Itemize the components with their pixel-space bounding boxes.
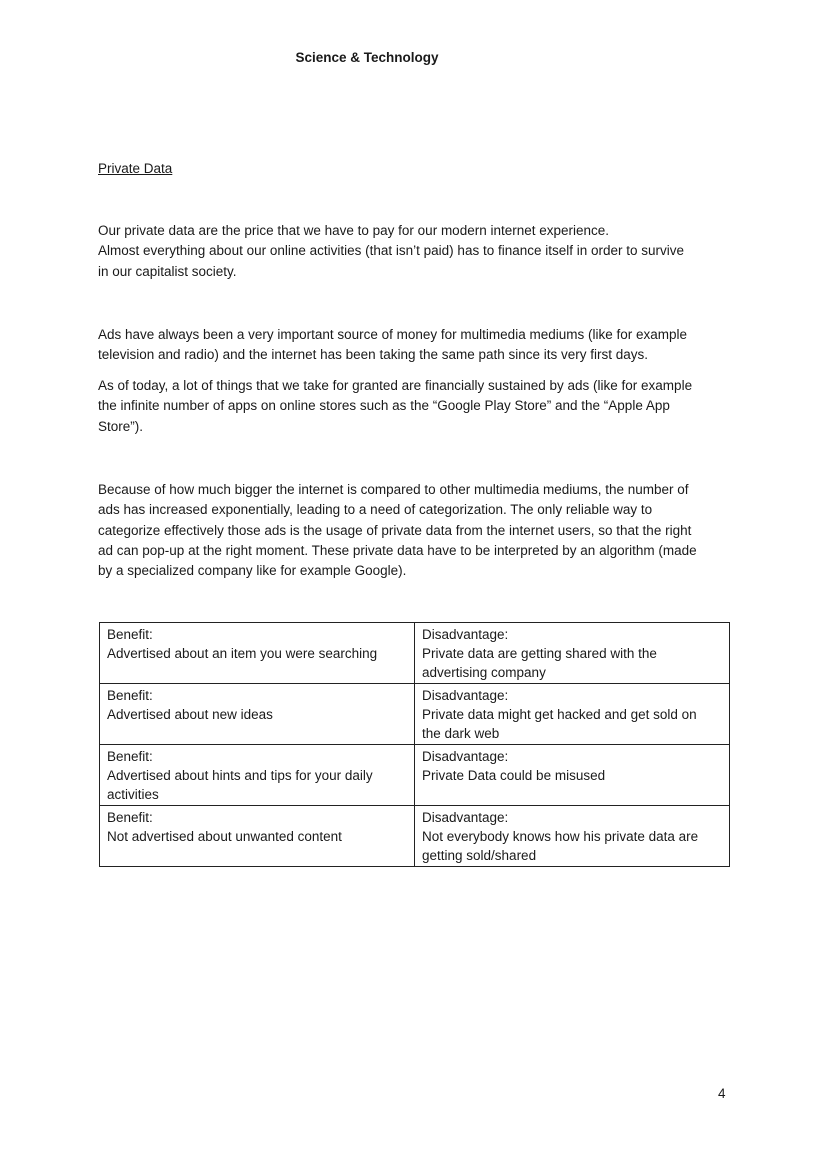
- benefit-cell: [100, 745, 415, 806]
- benefit-cell: [100, 623, 415, 684]
- paragraph-line: categorize effectively those ads is the usage of private data from the internet users, so that the right: [98, 522, 692, 538]
- table-row: [100, 623, 730, 684]
- paragraph-line: ad can pop-up at the right moment. These private data have to be interpreted by an algorithm (made: [98, 542, 697, 558]
- benefit-text: Advertised about new ideas: [107, 707, 273, 722]
- disadvantage-text: Private data might get hacked and get sold on: [422, 707, 697, 722]
- disadvantage-text: the dark web: [422, 726, 500, 741]
- paragraph-line: in our capitalist society.: [98, 263, 237, 279]
- benefit-cell: [100, 684, 415, 745]
- paragraph-line: As of today, a lot of things that we take for granted are financially sustained by ads (like for example: [98, 378, 693, 393]
- disadvantage-text: Private Data could be misused: [422, 768, 606, 783]
- paragraph-ads-today: [98, 376, 738, 437]
- paragraph-line: television and radio) and the internet has been taking the same path since its very first days.: [98, 347, 649, 363]
- benefit-label: Benefit:: [107, 810, 153, 825]
- disadvantage-label: Disadvantage:: [422, 627, 509, 642]
- benefits-disadvantages-table: [99, 622, 730, 867]
- table-row: [100, 684, 730, 745]
- disadvantage-cell: [415, 623, 730, 684]
- paragraph-line: Our private data are the price that we have to pay for our modern internet experience.: [98, 223, 610, 238]
- disadvantage-cell: [415, 684, 730, 745]
- disadvantage-text: Not everybody knows how his private data are: [422, 829, 699, 844]
- benefit-text: Advertised about an item you were searching: [107, 646, 378, 661]
- benefit-label: Benefit:: [107, 627, 153, 642]
- disadvantage-text: getting sold/shared: [422, 848, 537, 863]
- paragraph-ads-history: [98, 325, 738, 366]
- paragraph-categorization: [98, 480, 738, 581]
- benefit-text: activities: [107, 787, 159, 802]
- paragraph-line: the infinite number of apps on online stores such as the “Google Play Store” and the “Apple App: [98, 398, 670, 414]
- benefit-label: Benefit:: [107, 688, 153, 703]
- disadvantage-label: Disadvantage:: [422, 688, 509, 703]
- disadvantage-text: Private data are getting shared with the: [422, 646, 657, 661]
- paragraph-line: Almost everything about our online activities (that isn’t paid) has to finance itself in order to survive: [98, 243, 685, 259]
- disadvantage-cell: [415, 745, 730, 806]
- disadvantage-text: advertising company: [422, 665, 546, 680]
- table-row: [100, 745, 730, 806]
- benefit-text: Advertised about hints and tips for your daily: [107, 768, 373, 783]
- section-title: Private Data: [98, 161, 173, 176]
- paragraph-line: by a specialized company like for example Google).: [98, 563, 407, 579]
- paragraph-line: Ads have always been a very important source of money for multimedia mediums (like for example: [98, 327, 688, 342]
- benefit-cell: [100, 806, 415, 867]
- paragraph-line: Store”).: [98, 418, 144, 434]
- paragraph-line: Because of how much bigger the internet is compared to other multimedia mediums, the number of: [98, 482, 689, 497]
- paragraph-intro: [98, 221, 738, 282]
- page-number: 4: [718, 1086, 726, 1101]
- disadvantage-label: Disadvantage:: [422, 749, 509, 764]
- benefit-label: Benefit:: [107, 749, 153, 764]
- benefit-text: Not advertised about unwanted content: [107, 829, 342, 844]
- table-row: [100, 806, 730, 867]
- disadvantage-label: Disadvantage:: [422, 810, 509, 825]
- paragraph-line: ads has increased exponentially, leading to a need of categorization. The only reliable way to: [98, 502, 653, 518]
- disadvantage-cell: [415, 806, 730, 867]
- header-title: Science & Technology: [295, 50, 439, 65]
